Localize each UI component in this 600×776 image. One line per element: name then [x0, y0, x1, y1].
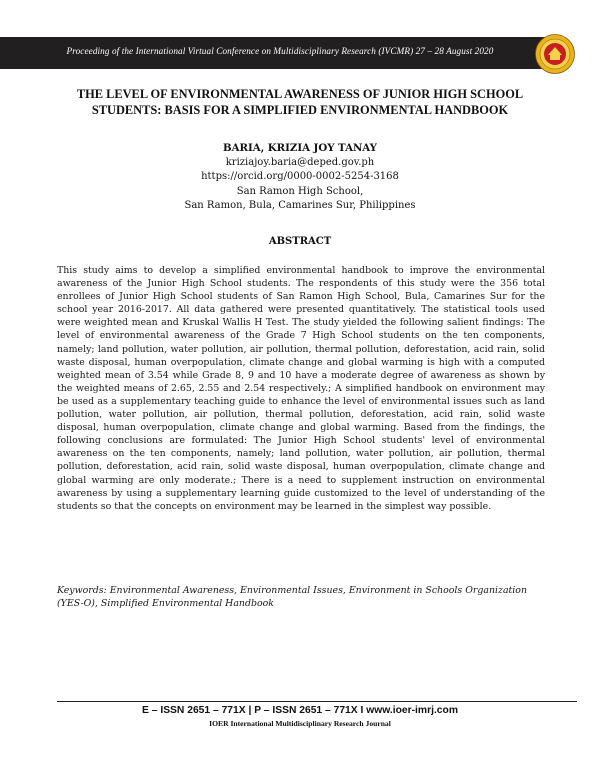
abstract-body: This study aims to develop a simplified environmental handbook to improve the environmental awareness of the Junior High School students. The respondents of this study were the 356 total enrollees of Junior High School students of San Ramon High School, Bula, Camarines Sur for the school year 2016-2017. All data gathered were presented quantitatively. The statistical tools used were weighted mean and Kruskal Wallis H Test. The study yielded the following salient findings: The level of environmental awareness of the Grade 7 High School students on the ten components, namely; land pollution, water pollution, air pollution, thermal pollution, deforestation, acid rain, solid waste disposal, human overpopulation, climate change and global warming is high with a computed weighted mean of 3.54 while Grade 8, 9 and 10 have a moderate degree of awareness as shown by the weighted means of 2.65, 2.55 and 2.54 respectively.; A simplified handbook on environment may be used as a supplementary teaching guide to enhance the level of environmental issues such as land pollution, water pollution, air pollution, thermal pollution, deforestation, acid rain, solid waste disposal, human overpopulation, climate change and global warming. Based from the findings, the following conclusions are formulated: The Junior High School students' level of environmental awareness on the ten components, namely; land pollution, water pollution, air pollution, thermal pollution, deforestation, acid rain, solid waste disposal, human overpopulation, climate change and global warming are only moderate.; There is a need to supplement instruction on environmental awareness by using a supplementary learning guide customized to the level of understanding of the students so that the concepts on environment may be learned in the simplest way possible. — [57, 265, 545, 512]
footer-journal-name: IOER International Multidisciplinary Research Journal — [209, 719, 391, 728]
author-email[interactable]: kriziajoy.baria@deped.gov.ph — [225, 156, 375, 168]
author-address: San Ramon, Bula, Camarines Sur, Philippines — [184, 200, 416, 211]
paper-title — [40, 86, 560, 118]
ioer-seal-logo — [535, 34, 575, 74]
footer-divider — [57, 701, 577, 702]
abstract-heading: ABSTRACT — [268, 236, 332, 247]
paper-title-line-2: STUDENTS: BASIS FOR A SIMPLIFIED ENVIRONMENTAL HANDBOOK — [91, 103, 509, 117]
footer-issn-line: E – ISSN 2651 – 771X | P – ISSN 2651 – 771X I www.ioer-imrj.com — [142, 705, 458, 716]
paper-title-line-1: THE LEVEL OF ENVIRONMENTAL AWARENESS OF JUNIOR HIGH SCHOOL — [76, 87, 524, 101]
keywords: Keywords: Environmental Awareness, Environmental Issues, Environment in Schools Organization (YES-O), Simplified Environmental Handbook — [57, 585, 527, 610]
author-block — [150, 141, 450, 214]
conference-banner — [0, 37, 560, 69]
author-school: San Ramon High School, — [236, 185, 364, 197]
author-name: BARIA, KRIZIA JOY TANAY — [223, 142, 377, 154]
conference-banner-text: Proceeding of the International Virtual Conference on Multidisciplinary Research (IVCMR) 27 – 28 August 2020 — [66, 46, 494, 56]
author-orcid[interactable]: https://orcid.org/0000-0002-5254-3168 — [201, 171, 399, 182]
